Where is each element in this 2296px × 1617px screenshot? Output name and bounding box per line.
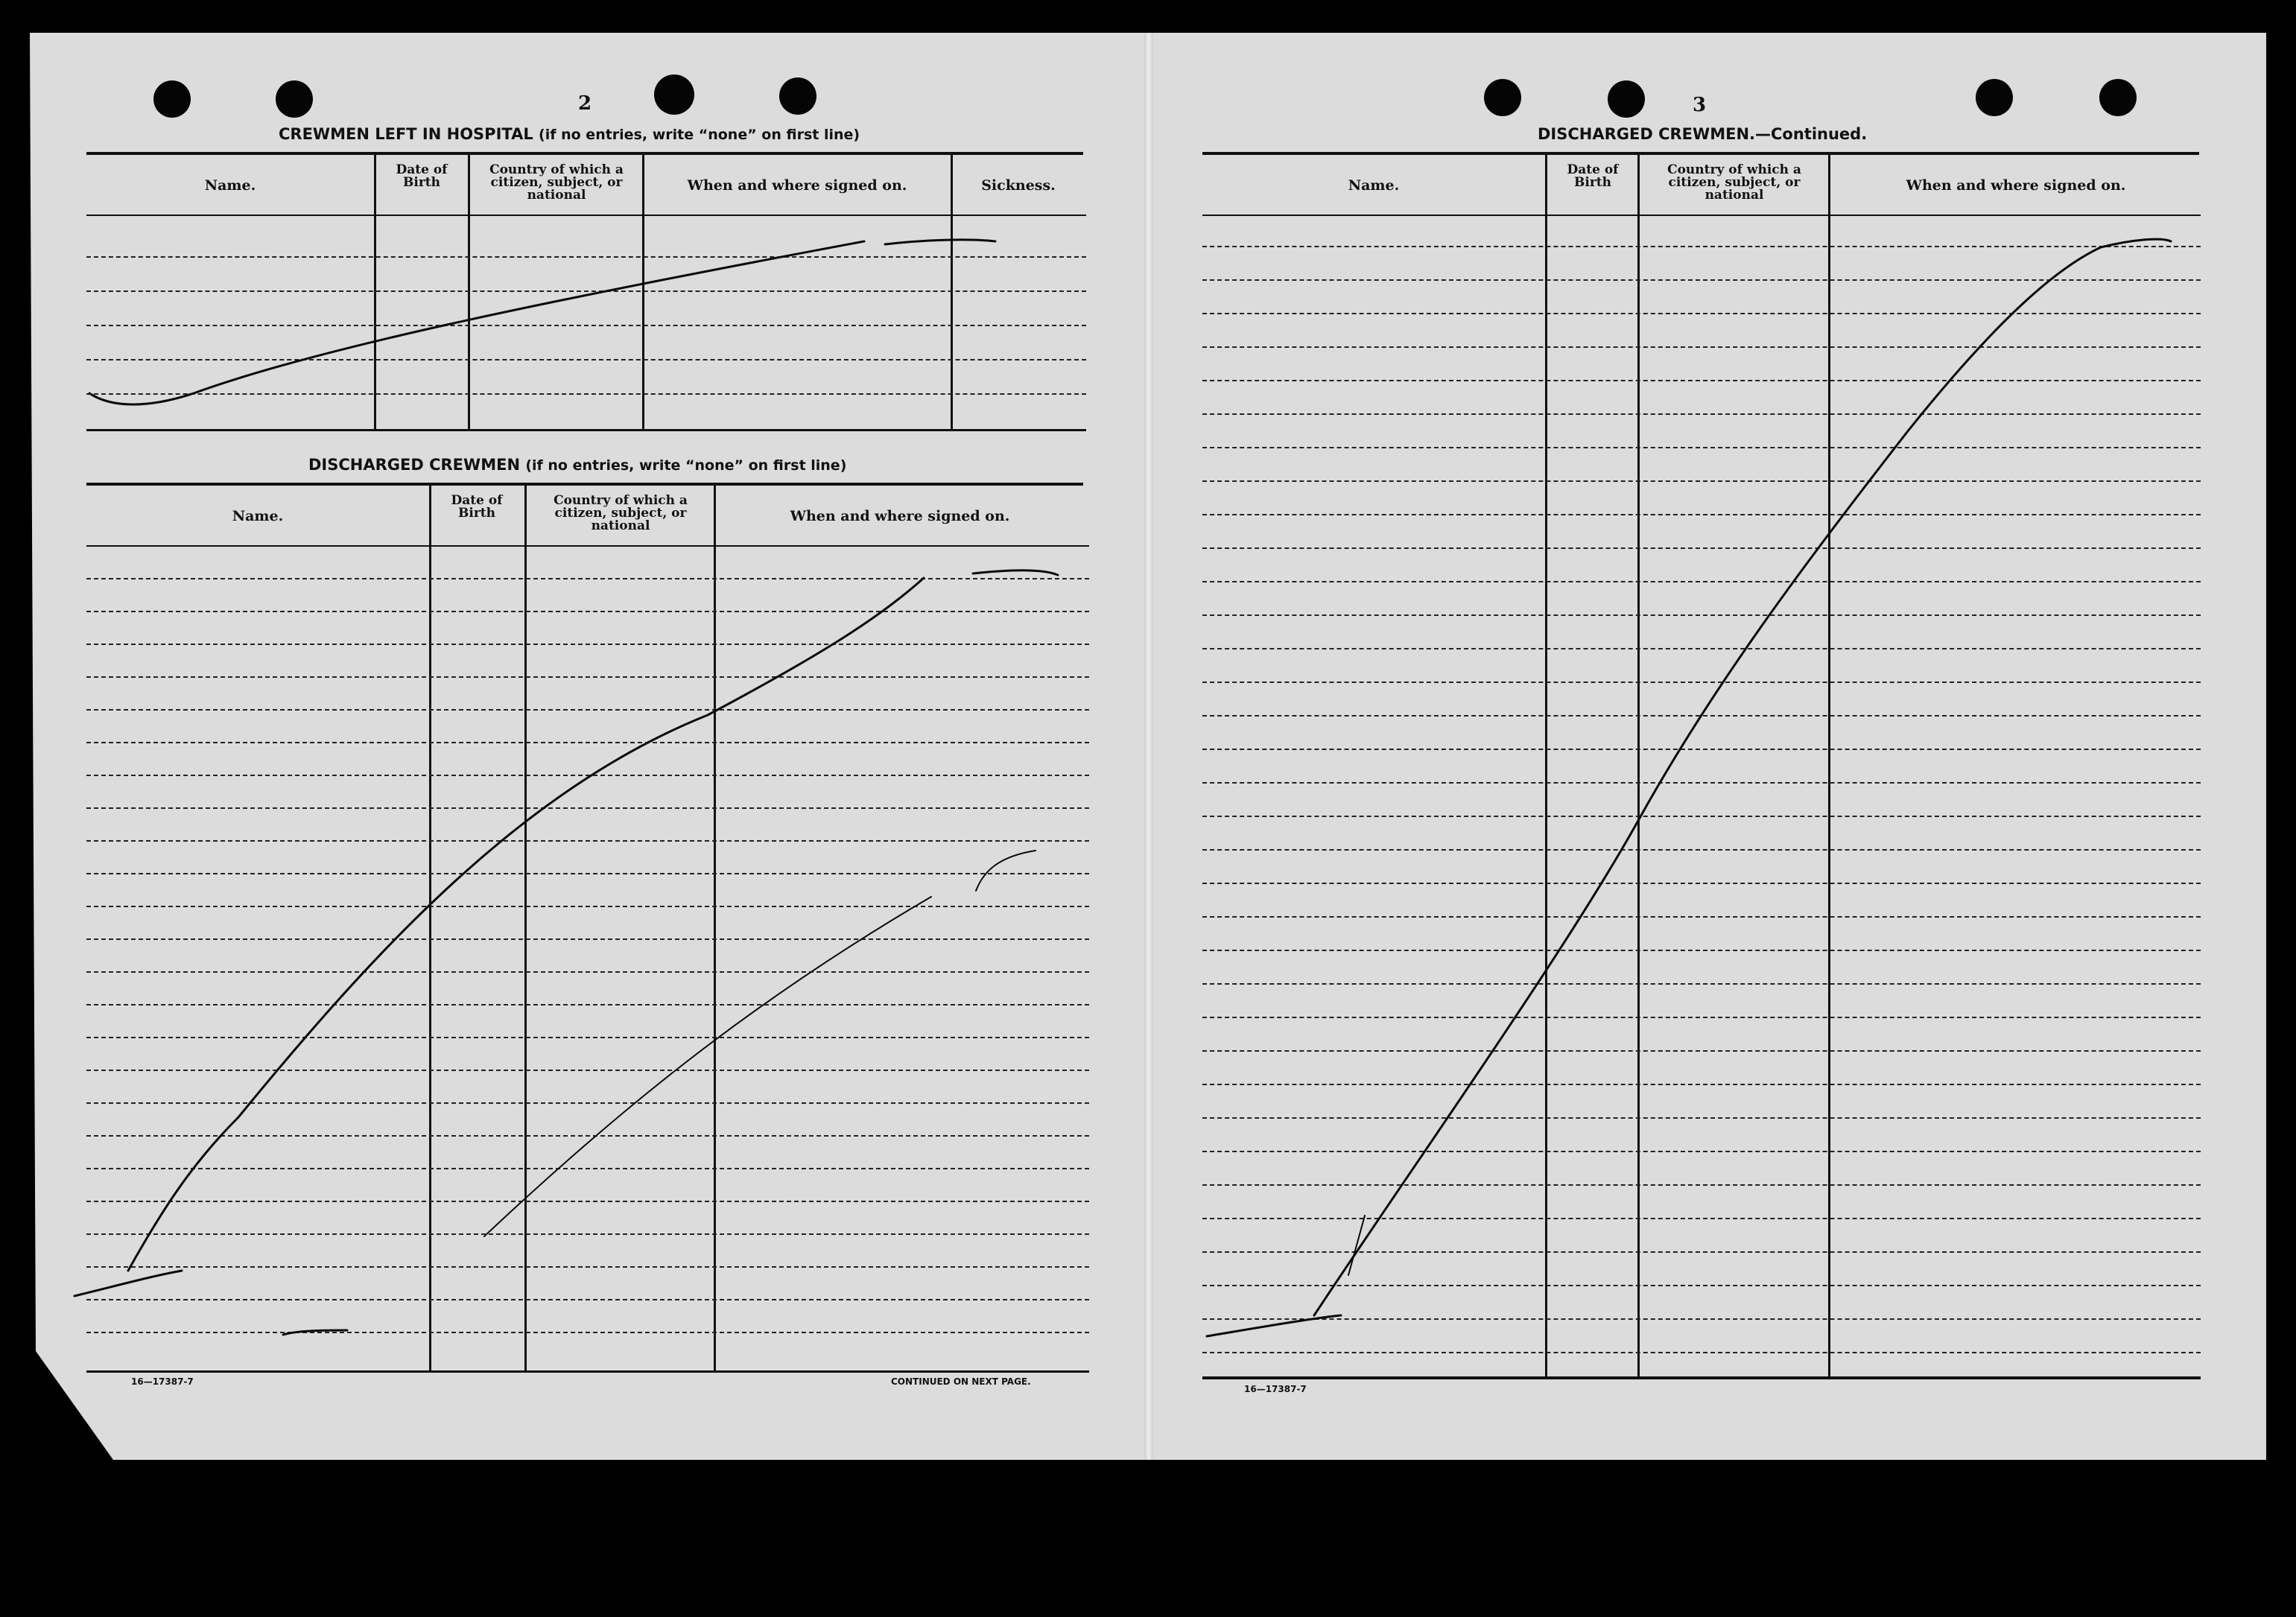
entry-line[interactable] <box>1202 614 2201 616</box>
section-title-text: CREWMEN LEFT IN HOSPITAL <box>279 125 533 143</box>
entry-line[interactable] <box>1202 1184 2201 1186</box>
entry-line[interactable] <box>86 393 1086 395</box>
entry-line[interactable] <box>86 1168 1089 1169</box>
hospital-entry-row[interactable] <box>86 258 1086 287</box>
column-header-country: Country of which a citizen, subject, or national <box>1667 162 1801 203</box>
section-bottom-rule <box>86 1370 1089 1373</box>
column-header-name: Name. <box>232 508 284 524</box>
binder-hole <box>1608 80 1645 118</box>
entry-line[interactable] <box>1202 547 2201 549</box>
entry-line[interactable] <box>1202 682 2201 683</box>
column-divider <box>1637 155 1640 1376</box>
entry-line[interactable] <box>1202 480 2201 482</box>
entry-line[interactable] <box>1202 749 2201 750</box>
entry-line[interactable] <box>86 325 1086 326</box>
page-number: 2 <box>578 92 592 115</box>
section-bottom-rule <box>1202 1376 2201 1379</box>
entry-line[interactable] <box>86 644 1089 645</box>
entry-line[interactable] <box>1202 916 2201 918</box>
entry-line[interactable] <box>86 1004 1089 1006</box>
entry-line[interactable] <box>86 256 1086 258</box>
binder-hole <box>779 77 816 115</box>
entry-line[interactable] <box>86 938 1089 940</box>
entry-line[interactable] <box>1202 514 2201 515</box>
hospital-entry-row[interactable] <box>86 292 1086 322</box>
section-title-text: DISCHARGED CREWMEN <box>308 456 521 474</box>
entry-line[interactable] <box>86 775 1089 776</box>
section-note: (if no entries, write “none” on first line) <box>525 457 847 474</box>
entry-line[interactable] <box>86 709 1089 711</box>
entry-line[interactable] <box>1202 1084 2201 1085</box>
entry-line[interactable] <box>1202 1285 2201 1286</box>
column-header-date-of-birth: Date of Birth <box>396 162 448 190</box>
entry-line[interactable] <box>1202 1017 2201 1018</box>
entry-line[interactable] <box>1202 346 2201 348</box>
binder-hole <box>654 74 694 115</box>
section-note: (if no entries, write “none” on first line) <box>539 127 860 143</box>
entry-line[interactable] <box>86 611 1089 612</box>
table-top-rule <box>86 152 1083 155</box>
header-bottom-rule <box>1202 215 2201 216</box>
hospital-entry-row[interactable] <box>86 395 1086 425</box>
table-top-rule <box>86 483 1083 486</box>
column-header-signed-on: When and where signed on. <box>687 177 907 194</box>
entry-line[interactable] <box>86 676 1089 678</box>
entry-line[interactable] <box>86 290 1086 292</box>
column-header-name: Name. <box>1348 177 1400 194</box>
entry-line[interactable] <box>1202 447 2201 448</box>
column-divider <box>1545 155 1547 1376</box>
entry-line[interactable] <box>1202 1151 2201 1152</box>
form-number: 16—17387-7 <box>131 1376 194 1387</box>
entry-line[interactable] <box>1202 279 2201 281</box>
column-header-country: Country of which a citizen, subject, or national <box>554 493 688 533</box>
entry-line[interactable] <box>86 359 1086 360</box>
entry-line[interactable] <box>1202 246 2201 247</box>
table-top-rule <box>1202 152 2199 155</box>
hospital-entry-row[interactable] <box>86 326 1086 356</box>
entry-line[interactable] <box>1202 816 2201 817</box>
page-number: 3 <box>1693 94 1707 116</box>
section-bottom-rule <box>86 429 1086 431</box>
entry-line[interactable] <box>1202 1117 2201 1119</box>
entry-line[interactable] <box>86 578 1089 579</box>
page-gutter <box>1144 33 1153 1460</box>
entry-line[interactable] <box>86 1070 1089 1071</box>
entry-line[interactable] <box>86 807 1089 809</box>
binder-hole <box>2099 79 2137 116</box>
column-header-date-of-birth: Date of Birth <box>451 493 503 521</box>
column-header-signed-on: When and where signed on. <box>790 508 1010 524</box>
section-title-hospital <box>279 125 860 143</box>
section-title-discharged-continued: DISCHARGED CREWMEN.—Continued. <box>1538 125 1868 143</box>
entry-line[interactable] <box>86 742 1089 743</box>
binder-hole <box>1976 79 2013 116</box>
entry-line[interactable] <box>86 971 1089 973</box>
column-header-name: Name. <box>204 177 256 194</box>
binder-hole <box>276 80 313 118</box>
entry-line[interactable] <box>1202 1218 2201 1219</box>
entry-line[interactable] <box>1202 950 2201 951</box>
entry-line[interactable] <box>1202 1251 2201 1253</box>
entry-line[interactable] <box>1202 1050 2201 1052</box>
header-bottom-rule <box>86 215 1086 216</box>
entry-line[interactable] <box>1202 715 2201 717</box>
form-number: 16—17387-7 <box>1244 1384 1307 1394</box>
column-divider <box>524 486 527 1370</box>
entry-line[interactable] <box>86 1233 1089 1235</box>
column-header-date-of-birth: Date of Birth <box>1567 162 1619 190</box>
binder-hole <box>1484 79 1521 116</box>
entry-line[interactable] <box>1202 983 2201 985</box>
entry-line[interactable] <box>86 1037 1089 1038</box>
header-bottom-rule <box>86 545 1089 547</box>
entry-line[interactable] <box>1202 313 2201 314</box>
column-header-signed-on: When and where signed on. <box>1906 177 2126 194</box>
section-title-discharged <box>308 456 846 474</box>
entry-line[interactable] <box>1202 380 2201 381</box>
entry-line[interactable] <box>86 1102 1089 1104</box>
entry-line[interactable] <box>86 906 1089 907</box>
entry-line[interactable] <box>86 1332 1089 1333</box>
entry-line[interactable] <box>86 840 1089 842</box>
entry-line[interactable] <box>1202 1318 2201 1320</box>
binder-hole <box>153 80 191 118</box>
entry-line[interactable] <box>86 1135 1089 1137</box>
entry-line[interactable] <box>86 1266 1089 1268</box>
entry-line[interactable] <box>86 1299 1089 1300</box>
hospital-entry-row[interactable] <box>86 360 1086 390</box>
column-header-sickness: Sickness. <box>981 177 1056 194</box>
entry-line[interactable] <box>1202 648 2201 649</box>
column-divider <box>429 486 431 1370</box>
column-divider <box>1828 155 1830 1376</box>
entry-line[interactable] <box>1202 849 2201 851</box>
entry-line[interactable] <box>1202 782 2201 784</box>
hospital-entry-row[interactable] <box>86 223 1086 253</box>
entry-line[interactable] <box>86 873 1089 874</box>
column-divider <box>714 486 716 1370</box>
entry-line[interactable] <box>1202 581 2201 582</box>
continued-note: CONTINUED ON NEXT PAGE. <box>891 1376 1031 1387</box>
entry-line[interactable] <box>1202 883 2201 884</box>
entry-line[interactable] <box>1202 1352 2201 1353</box>
entry-line[interactable] <box>1202 413 2201 415</box>
entry-line[interactable] <box>86 1201 1089 1202</box>
column-header-country: Country of which a citizen, subject, or national <box>489 162 624 203</box>
